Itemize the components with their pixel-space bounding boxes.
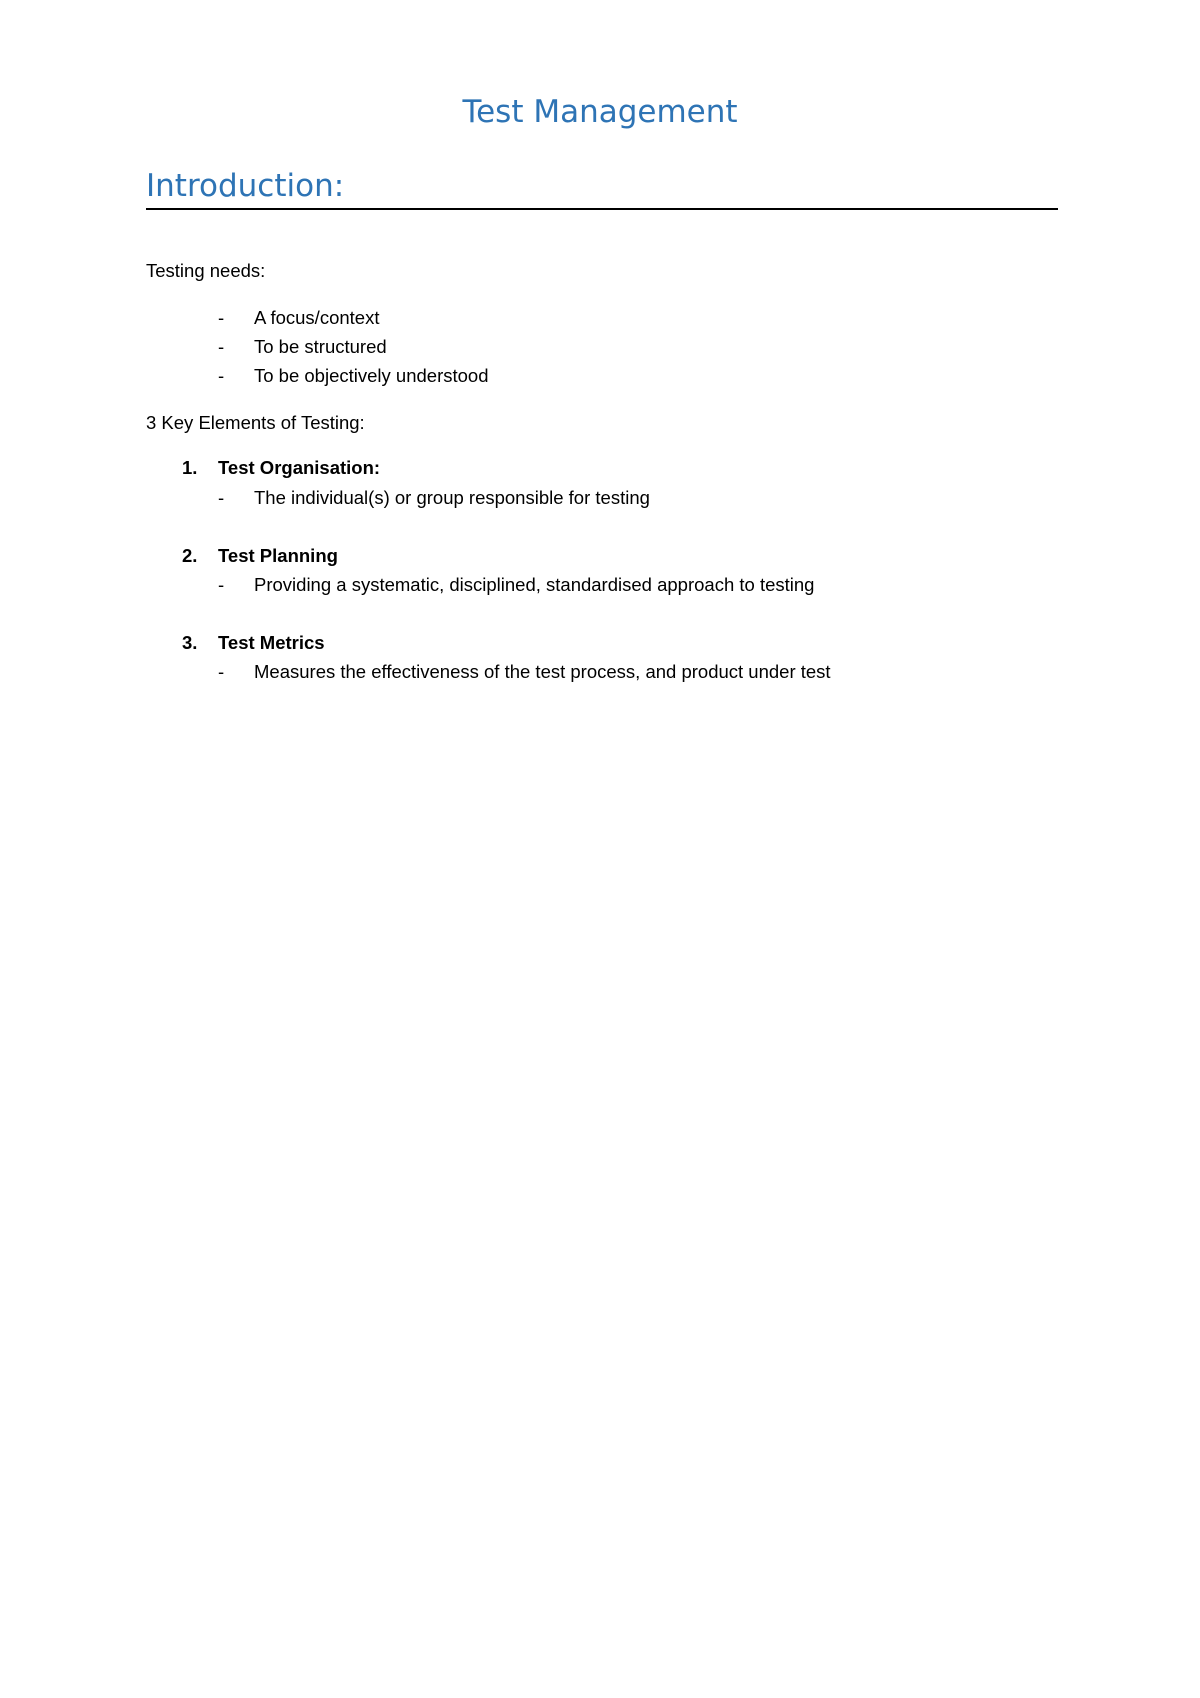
document-title: Test Management	[462, 94, 738, 130]
bullet-dash: -	[218, 487, 225, 508]
list-item-text: Providing a systematic, disciplined, standardised approach to testing	[254, 574, 815, 595]
key-elements-label: 3 Key Elements of Testing:	[146, 412, 365, 433]
list-item-text: To be objectively understood	[254, 365, 489, 386]
section-heading-introduction: Introduction:	[146, 168, 345, 204]
list-item-text: A focus/context	[254, 307, 380, 328]
list-item-text: The individual(s) or group responsible for testing	[254, 487, 650, 508]
heading-underline-rule	[146, 208, 1058, 210]
bullet-dash: -	[218, 365, 225, 386]
item-title: Test Metrics	[218, 632, 325, 653]
item-number: 2.	[182, 545, 198, 566]
list-item-text: To be structured	[254, 336, 387, 357]
list-item-text: Measures the effectiveness of the test process, and product under test	[254, 661, 831, 682]
item-title: Test Planning	[218, 545, 338, 566]
item-number: 1.	[182, 457, 198, 478]
bullet-dash: -	[218, 574, 225, 595]
bullet-dash: -	[218, 307, 225, 328]
item-title: Test Organisation:	[218, 457, 381, 478]
testing-needs-label: Testing needs:	[146, 260, 266, 281]
bullet-dash: -	[218, 661, 225, 682]
item-number: 3.	[182, 632, 198, 653]
bullet-dash: -	[218, 336, 225, 357]
